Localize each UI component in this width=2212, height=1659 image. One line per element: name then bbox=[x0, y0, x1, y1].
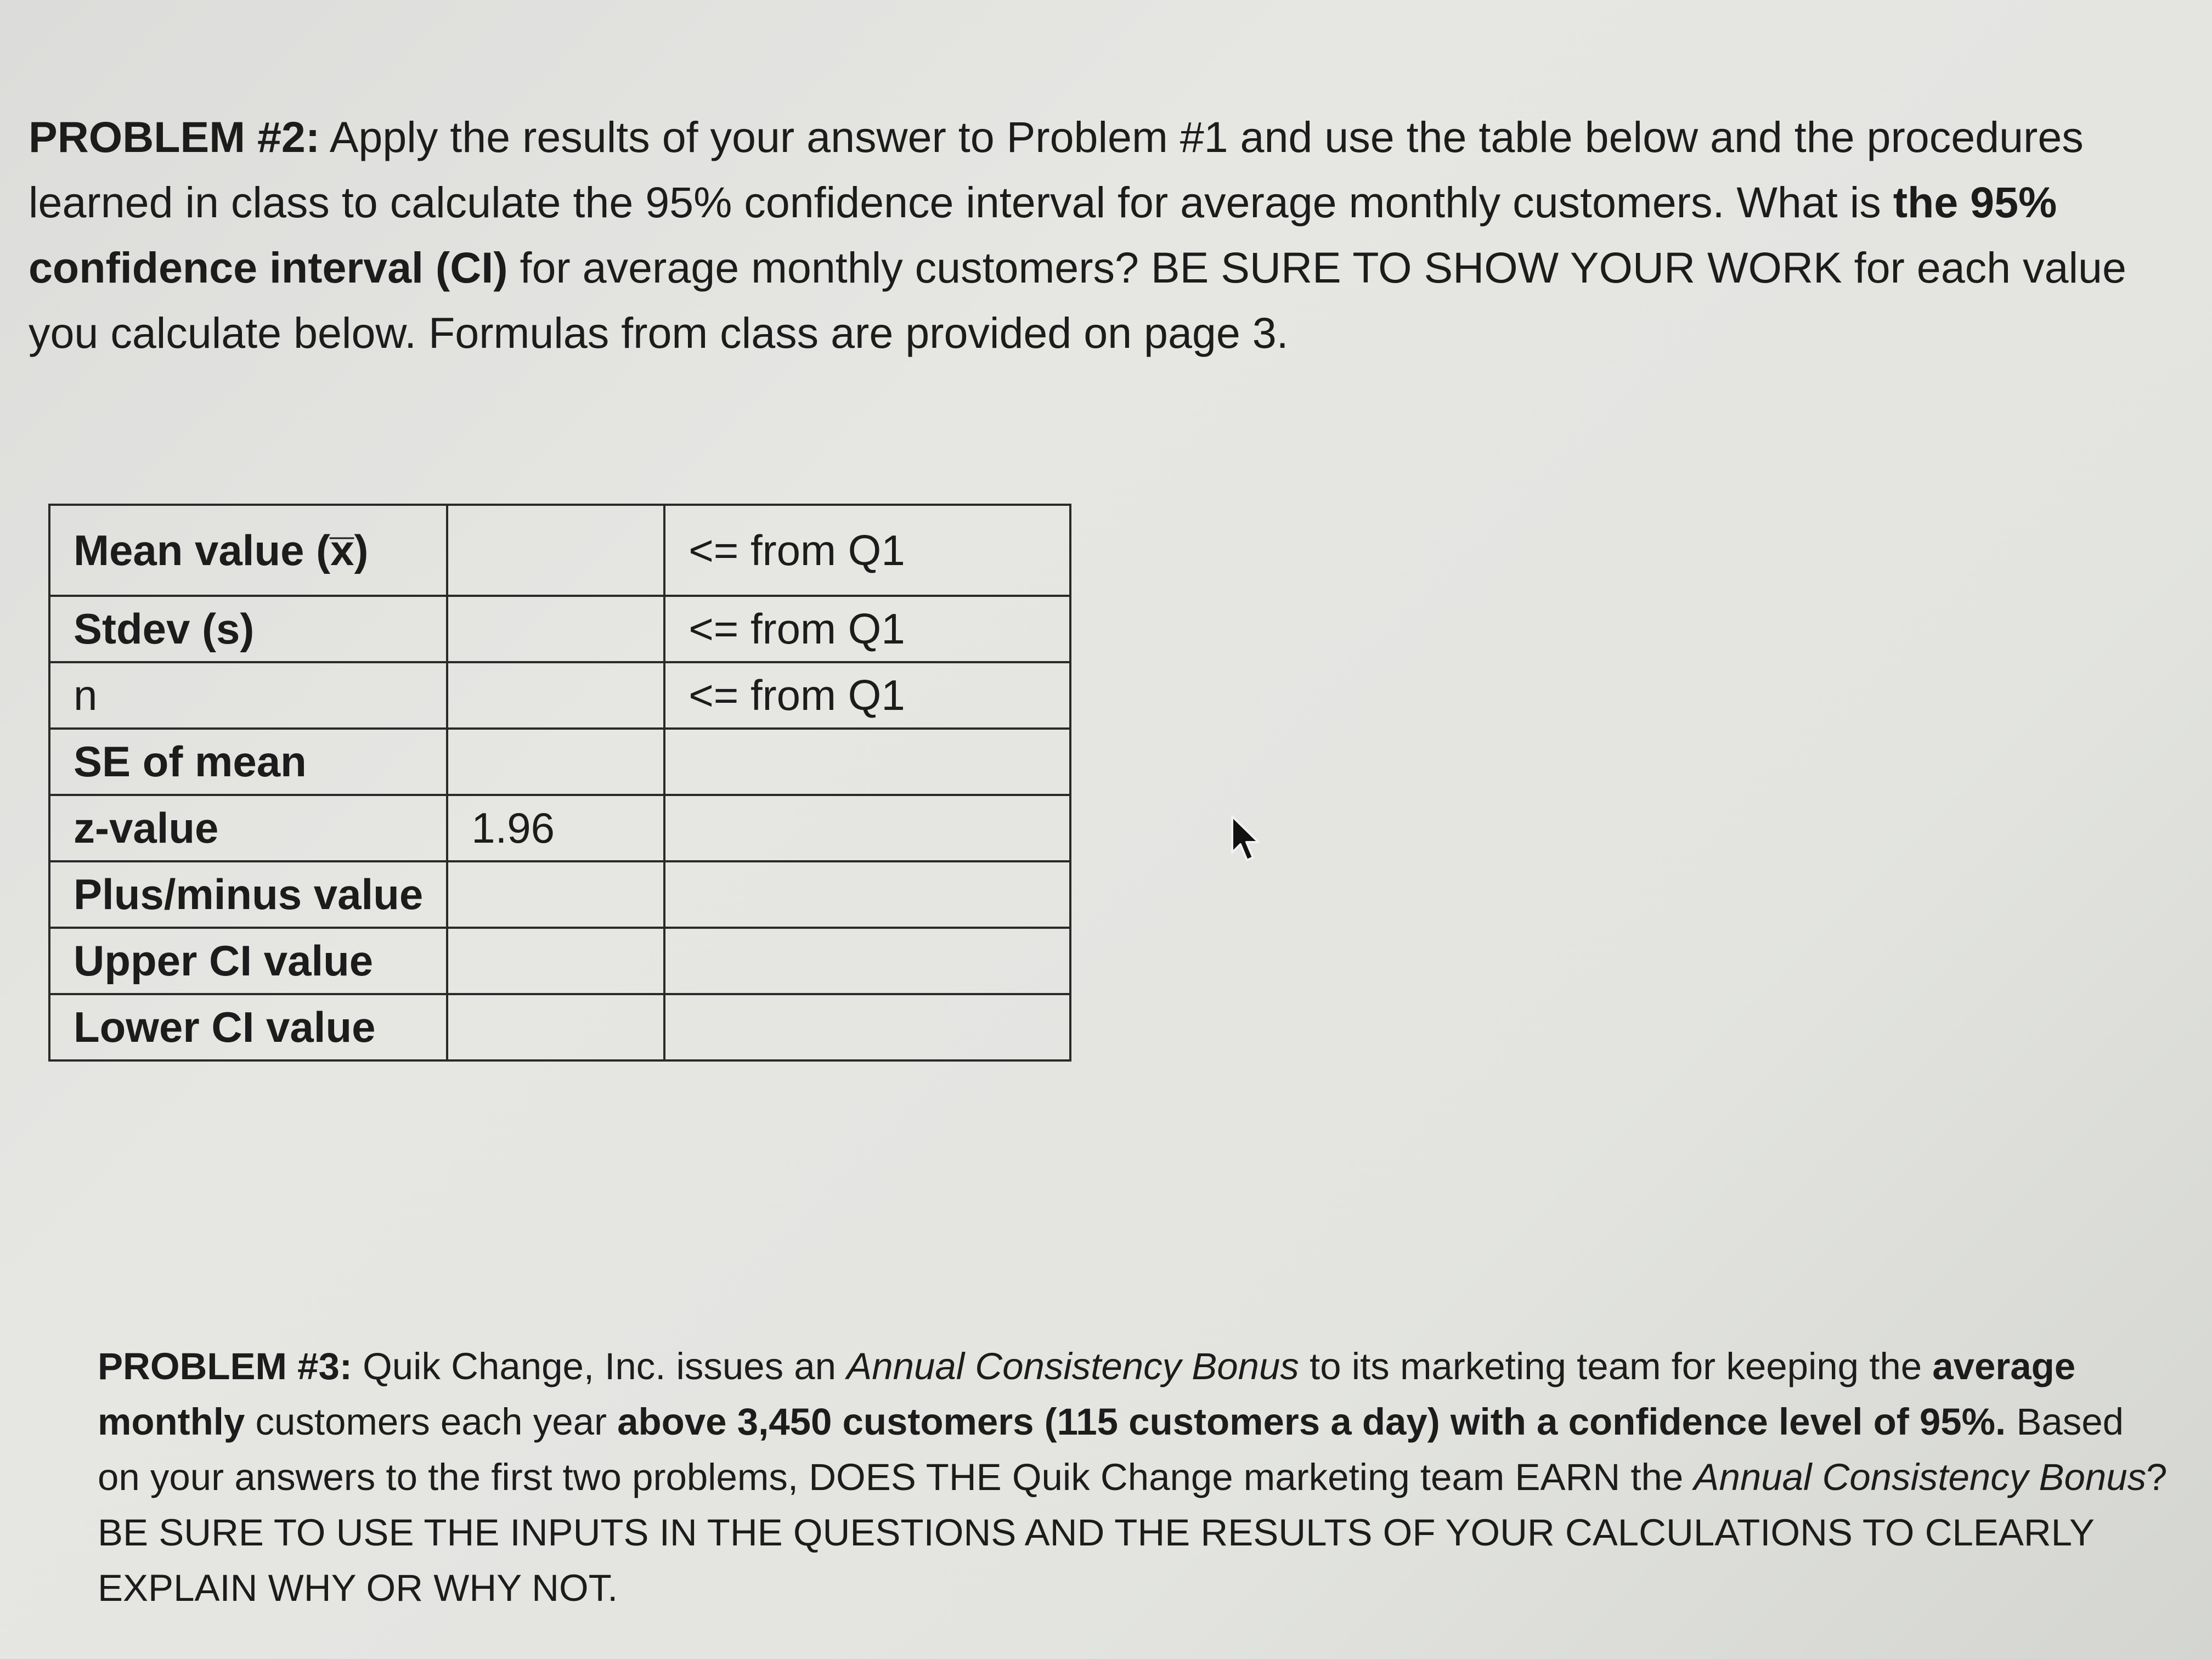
row-value-cell[interactable] bbox=[447, 505, 664, 596]
confidence-interval-table bbox=[48, 504, 1071, 1062]
table-row bbox=[49, 795, 1070, 861]
row-label: SE of mean bbox=[49, 729, 447, 795]
row-note bbox=[664, 861, 1070, 928]
row-value-cell[interactable] bbox=[447, 861, 664, 928]
problem-2-emphasis: the 95% confidence interval (CI) bbox=[29, 178, 2057, 292]
row-label: Lower CI value bbox=[49, 994, 447, 1060]
table-row bbox=[49, 662, 1070, 729]
row-label: n bbox=[49, 662, 447, 729]
table-row bbox=[49, 729, 1070, 795]
problem-3-text-part: Based on your answers to the first two problems, DOES THE Quik Change marketing team EARN the bbox=[98, 1401, 2124, 1498]
table-row bbox=[49, 928, 1070, 994]
row-label: Plus/minus value bbox=[49, 861, 447, 928]
table-row bbox=[49, 505, 1070, 596]
row-note bbox=[664, 729, 1070, 795]
mouse-pointer-icon bbox=[1230, 814, 1263, 864]
row-value-cell[interactable] bbox=[447, 928, 664, 994]
row-note bbox=[664, 928, 1070, 994]
row-label: z-value bbox=[49, 795, 447, 861]
problem-3-text-part: to its marketing team for keeping the bbox=[1299, 1345, 1933, 1387]
problem-3-emphasis: average monthly bbox=[98, 1345, 2076, 1443]
problem-3-text bbox=[98, 1339, 2171, 1616]
bonus-name: Annual Consistency Bonus bbox=[1694, 1456, 2147, 1498]
table-row bbox=[49, 861, 1070, 928]
problem-2-text bbox=[29, 104, 2168, 365]
row-value-cell[interactable] bbox=[447, 662, 664, 729]
problem-2-text-part: for average monthly customers? BE SURE TO SHOW YOUR WORK for each value you calculate below. Formulas from class are provided on page 3. bbox=[29, 243, 2126, 357]
row-note bbox=[664, 994, 1070, 1060]
row-label: Upper CI value bbox=[49, 928, 447, 994]
row-value-cell[interactable] bbox=[447, 994, 664, 1060]
row-note: <= from Q1 bbox=[664, 662, 1070, 729]
row-note bbox=[664, 795, 1070, 861]
row-note: <= from Q1 bbox=[664, 505, 1070, 596]
problem-3-text-part: Quik Change, Inc. issues an bbox=[352, 1345, 847, 1387]
problem-3-emphasis: above 3,450 customers (115 customers a day) with a confidence level of 95%. bbox=[617, 1401, 2006, 1443]
row-value-cell[interactable] bbox=[447, 596, 664, 662]
problem-2-heading: PROBLEM #2: bbox=[29, 112, 320, 161]
table-row bbox=[49, 596, 1070, 662]
row-value-cell[interactable]: 1.96 bbox=[447, 795, 664, 861]
problem-3-heading: PROBLEM #3: bbox=[98, 1345, 352, 1387]
row-label: Stdev (s) bbox=[49, 596, 447, 662]
row-value-cell[interactable] bbox=[447, 729, 664, 795]
problem-3-text-part: customers each year bbox=[245, 1401, 618, 1443]
bonus-name: Annual Consistency Bonus bbox=[847, 1345, 1299, 1387]
row-label: Mean value (x̅) bbox=[49, 505, 447, 596]
problem-2-text-part: Apply the results of your answer to Problem #1 and use the table below and the procedures learned in class to calculate the 95% confidence interval for average monthly customers. What is bbox=[29, 112, 2084, 227]
problem-3-text-part: ? BE SURE TO USE THE INPUTS IN THE QUESTIONS AND THE RESULTS OF YOUR CALCULATIONS TO CLEARLY EXPLAIN WHY OR WHY NOT. bbox=[98, 1456, 2168, 1609]
table-row bbox=[49, 994, 1070, 1060]
row-note: <= from Q1 bbox=[664, 596, 1070, 662]
